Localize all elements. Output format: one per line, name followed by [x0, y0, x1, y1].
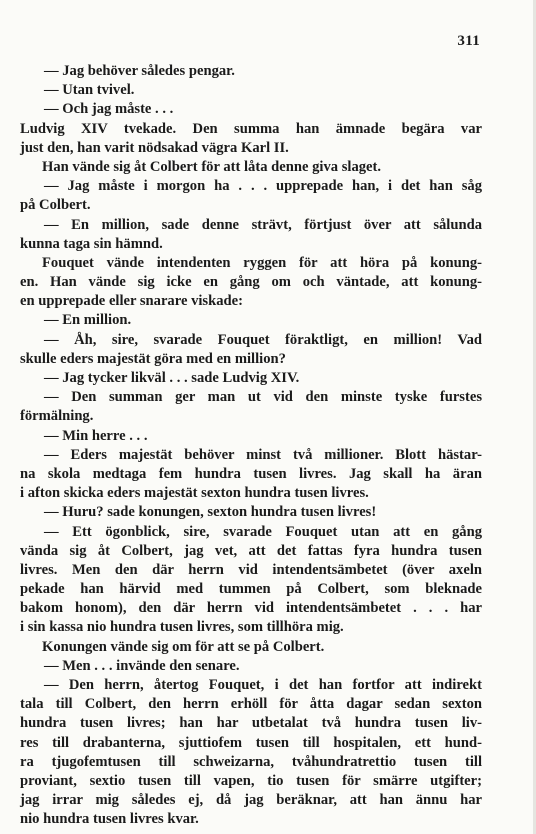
text-line: — Och jag måste . . . — [44, 101, 174, 118]
text-line: na skola medtaga fem hundra tusen livres. Jag skall ha äran — [20, 465, 482, 482]
text-line: livres. Men den där herrn vid intendentsämbetet (över axeln — [20, 561, 482, 578]
text-line: tala till Colbert, den herrn erhöll för åtta dagar sedan sexton — [20, 696, 482, 713]
text-line: Ludvig XIV tvekade. Den summa han ämnade begära var — [20, 120, 482, 137]
text-line: — Jag behöver således pengar. — [44, 63, 235, 79]
text-line: — Den summan ger man ut vid den minste tyske furstes — [44, 389, 482, 406]
text-line: pekade han härvid med tummen på Colbert, som bleknade — [20, 581, 482, 598]
text-line: — Åh, sire, svarade Fouquet föraktligt, en million! Vad — [44, 331, 482, 348]
text-line: jag irrar mig således ej, då jag beräknar, att han ännu har — [20, 792, 482, 809]
text-line: — Men . . . invände den senare. — [44, 657, 240, 674]
text-line: förmälning. — [20, 408, 94, 425]
text-line: Konungen vände sig om för att se på Colbert. — [42, 638, 325, 655]
text-line: ra tjugofemtusen till schweizarna, tvåhundratrettio tusen till — [20, 753, 482, 770]
text-line: bakom honom), den där herrn vid intendentsämbetet . . . har — [20, 600, 482, 617]
text-line: nio hundra tusen livres kvar. — [20, 811, 199, 828]
text-line: en upprepade eller snarare viskade: — [20, 293, 243, 310]
text-line: vända sig åt Colbert, jag vet, att det fattas fyra hundra tusen — [20, 542, 482, 559]
text-line: skulle eders majestät göra med en million? — [20, 350, 286, 367]
text-line: — Den herrn, återtog Fouquet, i det han fortfor att indirekt — [44, 677, 482, 693]
text-line: — Huru? sade konungen, sexton hundra tusen livres! — [44, 504, 377, 521]
text-line: en. Han vände sig icke en gång om och väntade, att konung- — [20, 274, 482, 291]
text-line: just den, han varit nödsakad vägra Karl II. — [20, 139, 289, 156]
text-line: i afton skicka eders majestät sexton hundra tusen livres. — [20, 485, 369, 502]
text-line: — Jag tycker likväl . . . sade Ludvig XIV. — [44, 370, 300, 386]
text-line: — En million. — [44, 312, 132, 329]
text-line: Han vände sig åt Colbert för att låta denne giva slaget. — [42, 158, 382, 175]
text-line: proviant, sextio tusen till vapen, tio tusen för smärre utgifter; — [20, 772, 482, 789]
text-line: — Min herre . . . — [44, 427, 148, 444]
text-line: — En million, sade denne strävt, förtjust över att sålunda — [44, 216, 482, 233]
text-line: — Eders majestät behöver minst två millioner. Blott hästar- — [44, 446, 482, 463]
text-line: kunna taga sin hämnd. — [20, 235, 163, 252]
page-number: 311 — [457, 33, 480, 49]
text-line: i sin kassa nio hundra tusen livres, som tillhöra mig. — [20, 619, 344, 636]
text-line: — Utan tvivel. — [44, 82, 135, 99]
text-line: hundra tusen livres; han har utbetalat två hundra tusen liv- — [20, 715, 482, 732]
text-line: Fouquet vände intendenten ryggen för att höra på konung- — [42, 254, 482, 271]
body-text — [20, 62, 482, 830]
text-line: — Jag måste i morgon ha . . . upprepade han, i det han såg — [44, 178, 482, 195]
text-line: på Colbert. — [20, 197, 91, 214]
text-line: res till drabanterna, sjuttiofem tusen till hospitalen, ett hund- — [20, 734, 482, 751]
text-line: — Ett ögonblick, sire, svarade Fouquet utan att en gång — [44, 523, 482, 540]
